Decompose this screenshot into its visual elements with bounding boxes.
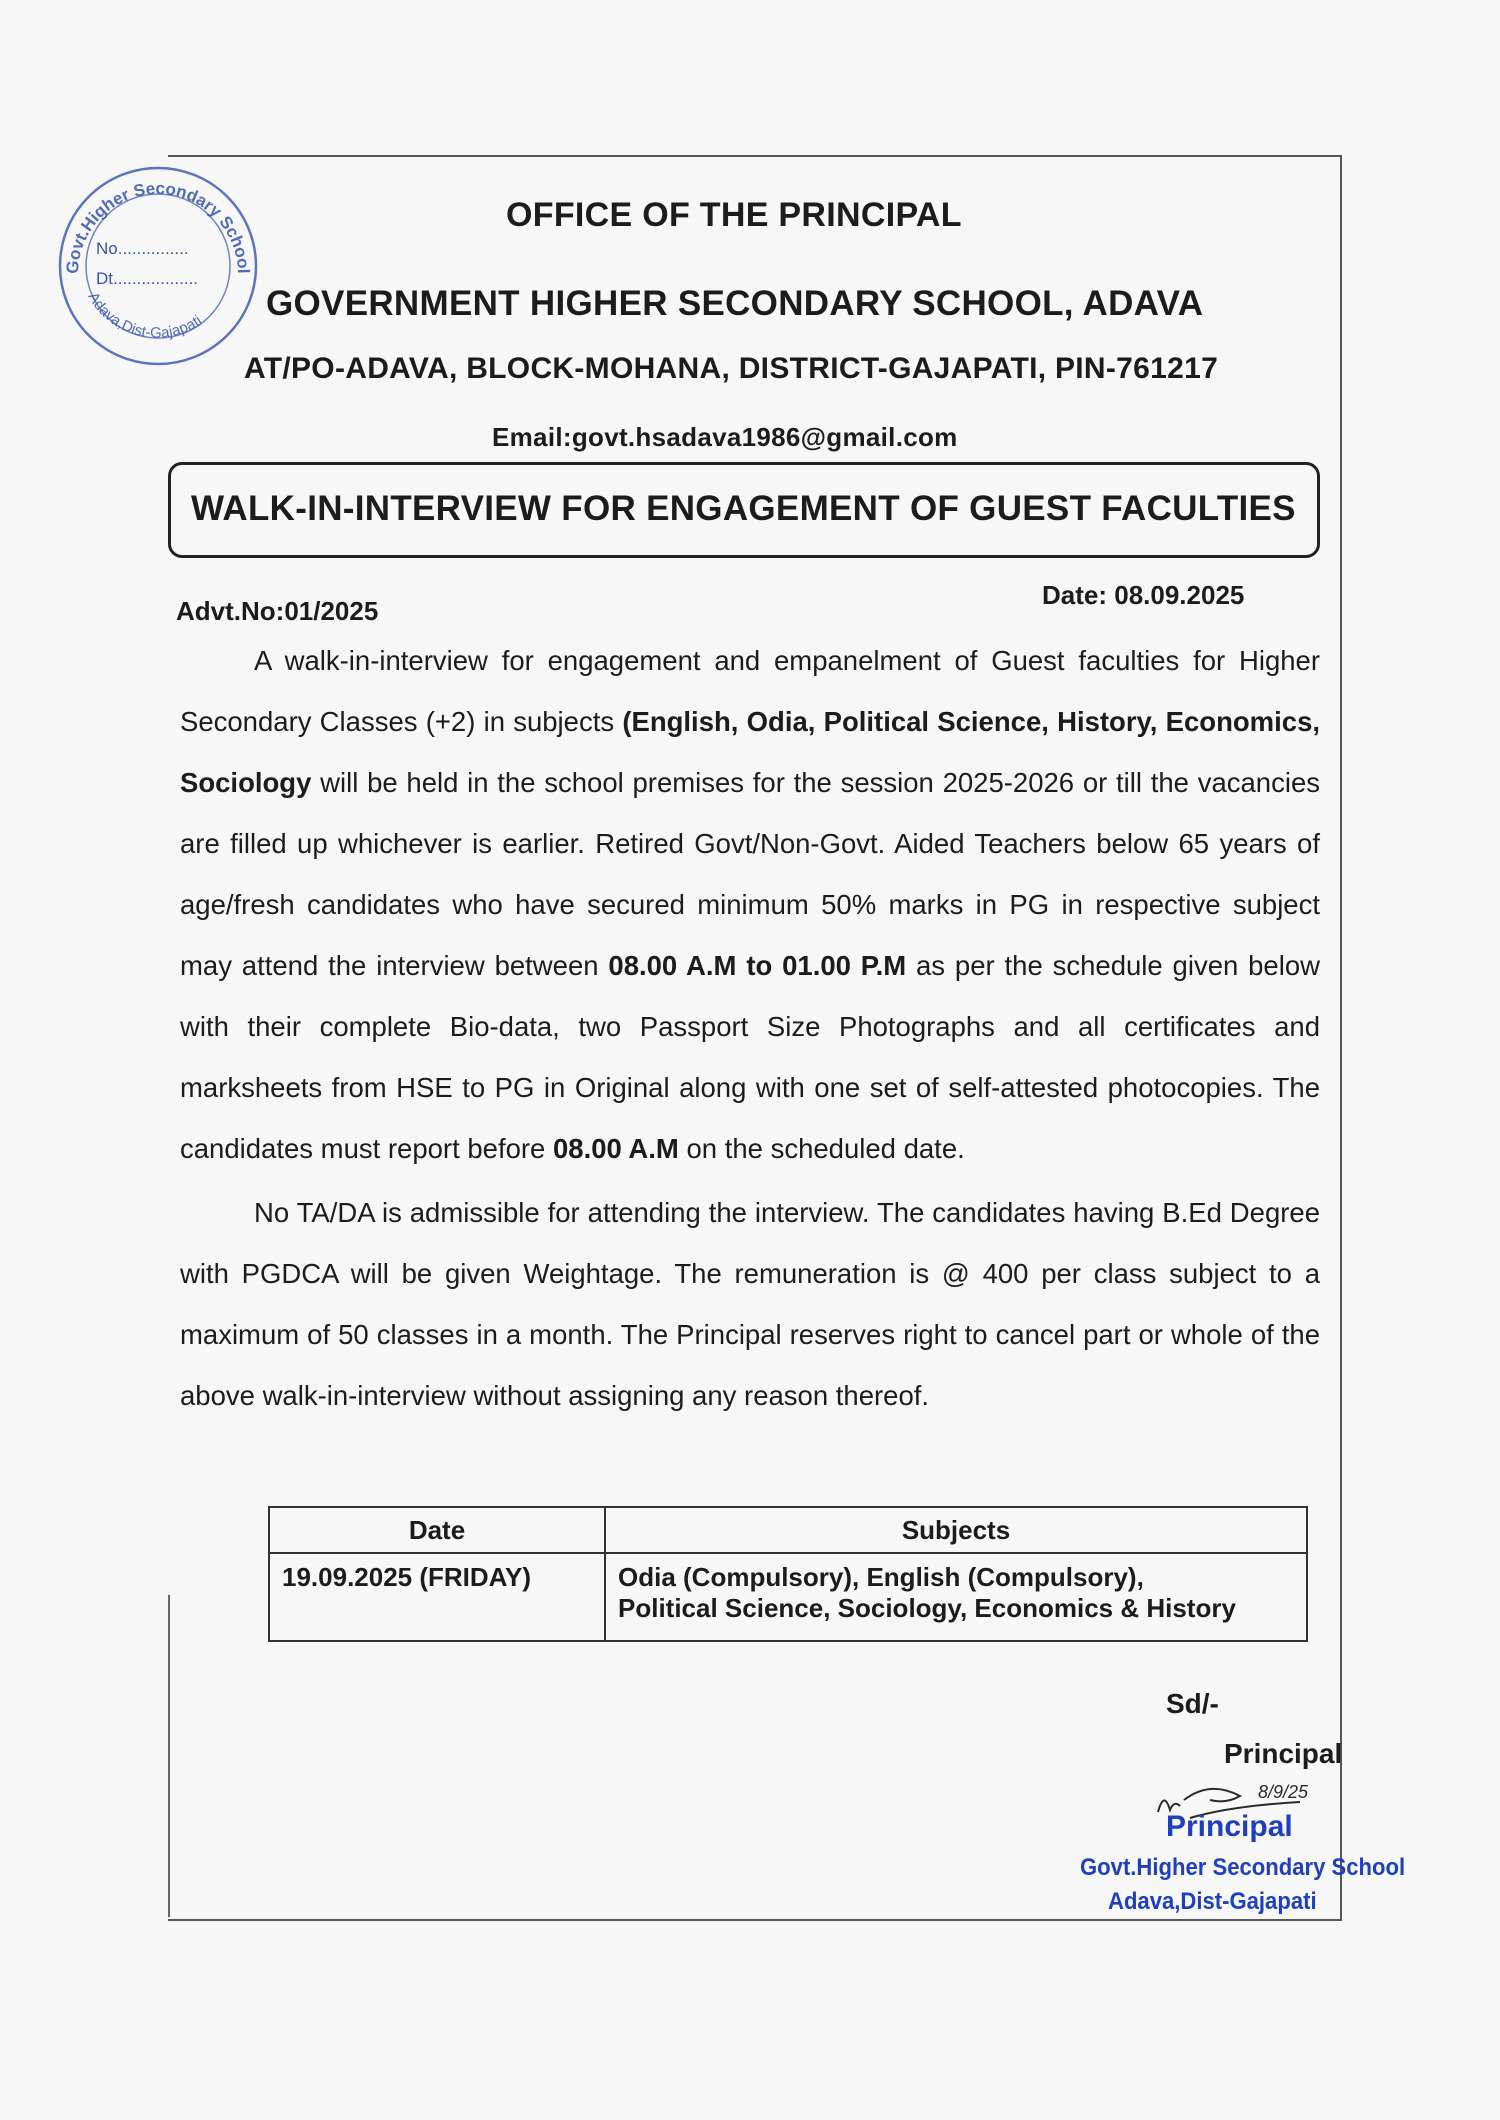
school-address: AT/PO-ADAVA, BLOCK-MOHANA, DISTRICT-GAJAPATI, PIN-761217	[244, 352, 1219, 385]
para1-text-c: as per the schedule given below with their complete Bio-data, two Passport Size Photographs and all certificates and marksheets from HSE to PG in Original along with one set of self-attested photocopies. The candidates must report before	[180, 950, 1320, 1164]
schedule-subjects-cell	[605, 1553, 1307, 1641]
stamp-location: Adava,Dist-Gajapati	[1108, 1888, 1317, 1915]
school-email: Email:govt.hsadava1986@gmail.com	[492, 422, 958, 452]
signed-mark: Sd/-	[1166, 1688, 1219, 1719]
para1-text-d: on the scheduled date.	[678, 1133, 965, 1164]
notice-body	[180, 630, 1320, 1426]
table-header-row	[269, 1507, 1307, 1553]
column-header-subjects: Subjects	[605, 1507, 1307, 1553]
signatory-title: Principal	[1224, 1738, 1343, 1769]
advertisement-number: Advt.No:01/2025	[176, 596, 379, 626]
para1-subjects: (English, Odia, Political Science, History, Economics, Sociology	[180, 706, 1320, 798]
schedule-date-cell: 19.09.2025 (FRIDAY)	[269, 1553, 605, 1641]
table-row	[269, 1553, 1307, 1641]
notice-title-box	[168, 462, 1320, 558]
paragraph-1	[180, 630, 1320, 1179]
svg-text:Adava,Dist-Gajapati	[84, 289, 205, 341]
para1-text-a: A walk-in-interview for engagement and empanelment of Guest faculties for Higher Secondary Classes (+2) in subjects	[180, 645, 1320, 737]
para1-text-b: will be held in the school premises for the session 2025-2026 or till the vacancies are filled up whichever is earlier. Retired Govt/Non-Govt. Aided Teachers below 65 years of age/fresh candidates who have secured minimum 50% marks in PG in respective subject may attend the interview between	[180, 767, 1320, 981]
school-name: GOVERNMENT HIGHER SECONDARY SCHOOL, ADAVA	[266, 284, 1204, 323]
para1-interview-time: 08.00 A.M to 01.00 P.M	[608, 950, 907, 981]
stamp-principal: Principal	[1166, 1810, 1293, 1843]
office-heading: OFFICE OF THE PRINCIPAL	[506, 196, 962, 234]
para1-report-time: 08.00 A.M	[552, 1133, 679, 1164]
paragraph-2: No TA/DA is admissible for attending the interview. The candidates having B.Ed Degree with PGDCA will be given Weightage. The remuneration is @ 400 per class subject to a maximum of 50 classes in a month. The Principal reserves right to cancel part or whole of the above walk-in-interview without assigning any reason thereof.	[180, 1197, 1320, 1411]
seal-no-line: No...............	[96, 239, 189, 258]
office-seal	[48, 156, 268, 376]
subjects-line-2: Political Science, Sociology, Economics & History	[618, 1593, 1236, 1623]
seal-ring-top-text: Govt.Higher Secondary School	[62, 178, 254, 275]
seal-ring-bottom-text: Adava,Dist-Gajapati	[84, 289, 206, 342]
notice-title: WALK-IN-INTERVIEW FOR ENGAGEMENT OF GUEST FACULTIES	[191, 489, 1296, 528]
column-header-date: Date	[269, 1507, 605, 1553]
subjects-line-1: Odia (Compulsory), English (Compulsory),	[618, 1562, 1144, 1592]
stamp-school: Govt.Higher Secondary School	[1080, 1854, 1406, 1881]
page-border-left	[168, 1595, 170, 1917]
notice-date: Date: 08.09.2025	[1042, 580, 1245, 610]
interview-schedule-table	[268, 1506, 1308, 1642]
signature-date: 8/9/25	[1258, 1782, 1309, 1802]
seal-dt-line: Dt..................	[96, 269, 199, 288]
